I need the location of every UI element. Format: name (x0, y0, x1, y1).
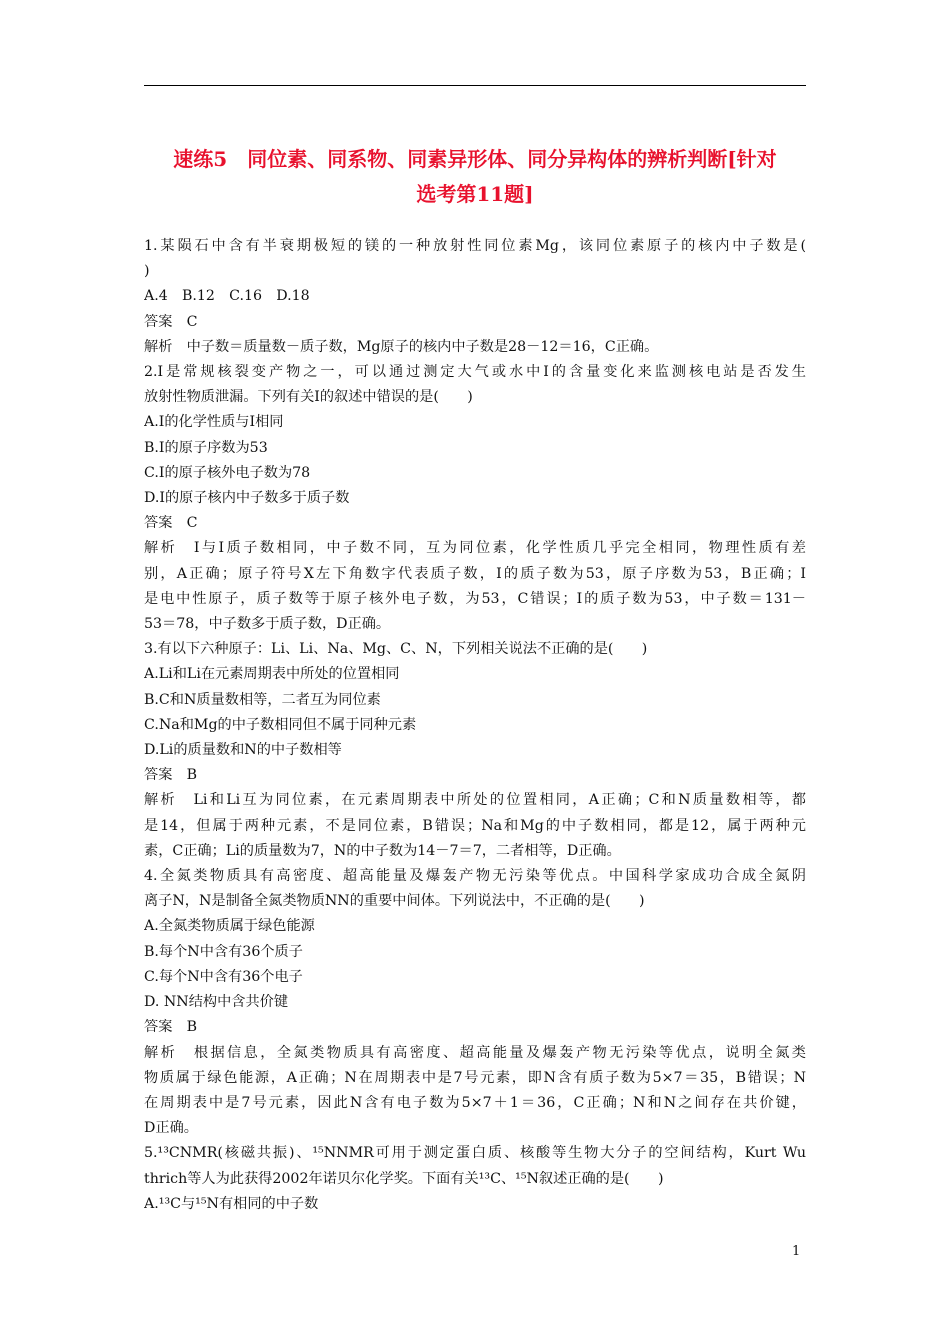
page-title (144, 142, 806, 212)
title-line-1: 速练5 同位素、同系物、同素异形体、同分异构体的辨析判断[针对 (173, 147, 777, 171)
text-line: A.¹³C与¹⁵N有相同的中子数 (144, 1195, 319, 1212)
text-line: 答案 C (144, 515, 198, 532)
text-line: ) (144, 263, 150, 280)
text-line: 5.¹³CNMR(核磁共振)、¹⁵NNMR可用于测定蛋白质、核酸等生物大分子的空间结构，Kurt Wu (144, 1145, 806, 1162)
text-line: 离子N，N是制备全氮类物质NN的重要中间体。下列说法中，不正确的是( ) (144, 893, 645, 910)
text-line: D. NN结构中含共价键 (144, 994, 289, 1011)
text-line: 放射性物质泄漏。下列有关I的叙述中错误的是( ) (144, 389, 473, 406)
text-line: B.I的原子序数为53 (144, 439, 268, 456)
text-line: C.Na和Mg的中子数相同但不属于同种元素 (144, 716, 417, 733)
question-body (144, 234, 806, 1217)
text-line: 53＝78，中子数多于质子数，D正确。 (144, 616, 391, 633)
text-line: B.C和N质量数相等，二者互为同位素 (144, 691, 381, 708)
text-line: 素，C正确；Li的质量数为7，N的中子数为14－7＝7，二者相等，D正确。 (144, 842, 621, 859)
text-line: 4.全氮类物质具有高密度、超高能量及爆轰产物无污染等优点。中国科学家成功合成全氮阴 (144, 868, 806, 885)
text-line: 是电中性原子，质子数等于原子核外电子数，为53，C错误；I的质子数为53，中子数＝131－ (144, 590, 806, 607)
text-line: thrich等人为此获得2002年诺贝尔化学奖。下面有关¹³C、¹⁵N叙述正确的是( ) (144, 1170, 664, 1187)
text-line: 在周期表中是7号元素，因此N含有电子数为5×7＋1＝36，C正确；N和N之间存在共价键， (144, 1094, 806, 1111)
text-line: 是14，但属于两种元素，不是同位素，B错误；Na和Mg的中子数相同，都是12，属于两种元 (144, 817, 806, 834)
text-line: 答案 B (144, 767, 197, 784)
text-line: B.每个N中含有36个质子 (144, 943, 303, 960)
text-line: C.I的原子核外电子数为78 (144, 464, 311, 481)
text-line: 2.I是常规核裂变产物之一，可以通过测定大气或水中I的含量变化来监测核电站是否发生 (144, 364, 806, 381)
text-line: 答案 B (144, 1019, 197, 1036)
text-line: 物质属于绿色能源，A正确；N在周期表中是7号元素，即N含有质子数为5×7＝35，B错误；N (144, 1069, 806, 1086)
text-line: 别，A正确；原子符号X左下角数字代表质子数，I的质子数为53，原子序数为53，B正确；I (144, 565, 806, 582)
text-line: A.全氮类物质属于绿色能源 (144, 918, 315, 935)
text-line: A.I的化学性质与I相同 (144, 414, 284, 431)
text-line: 1.某陨石中含有半衰期极短的镁的一种放射性同位素Mg，该同位素原子的核内中子数是( (144, 238, 806, 254)
page-number: 1 (792, 1244, 801, 1259)
text-line: D.I的原子核内中子数多于质子数 (144, 490, 350, 507)
text-line: 解析 根据信息，全氮类物质具有高密度、超高能量及爆轰产物无污染等优点，说明全氮类 (144, 1044, 806, 1061)
text-line: A.Li和Li在元素周期表中所处的位置相同 (144, 666, 400, 683)
text-line: 答案 C (144, 313, 198, 330)
header-rule (144, 85, 806, 86)
text-line: 3.有以下六种原子：Li、Li、Na、Mg、C、N，下列相关说法不正确的是( ) (144, 641, 648, 658)
title-line-2: 选考第11题] (416, 182, 534, 206)
text-line: D.Li的质量数和N的中子数相等 (144, 742, 342, 759)
text-line: 解析 I与I质子数相同，中子数不同，互为同位素，化学性质几乎完全相同，物理性质有差 (144, 540, 806, 557)
text-line: D正确。 (144, 1120, 198, 1137)
text-line: A.4 B.12 C.16 D.18 (144, 288, 310, 305)
text-line: 解析 Li和Li互为同位素，在元素周期表中所处的位置相同，A正确；C和N质量数相等，都 (144, 792, 806, 809)
text-line: C.每个N中含有36个电子 (144, 968, 303, 985)
text-line: 解析 中子数＝质量数－质子数，Mg原子的核内中子数是28－12＝16，C正确。 (144, 338, 659, 355)
